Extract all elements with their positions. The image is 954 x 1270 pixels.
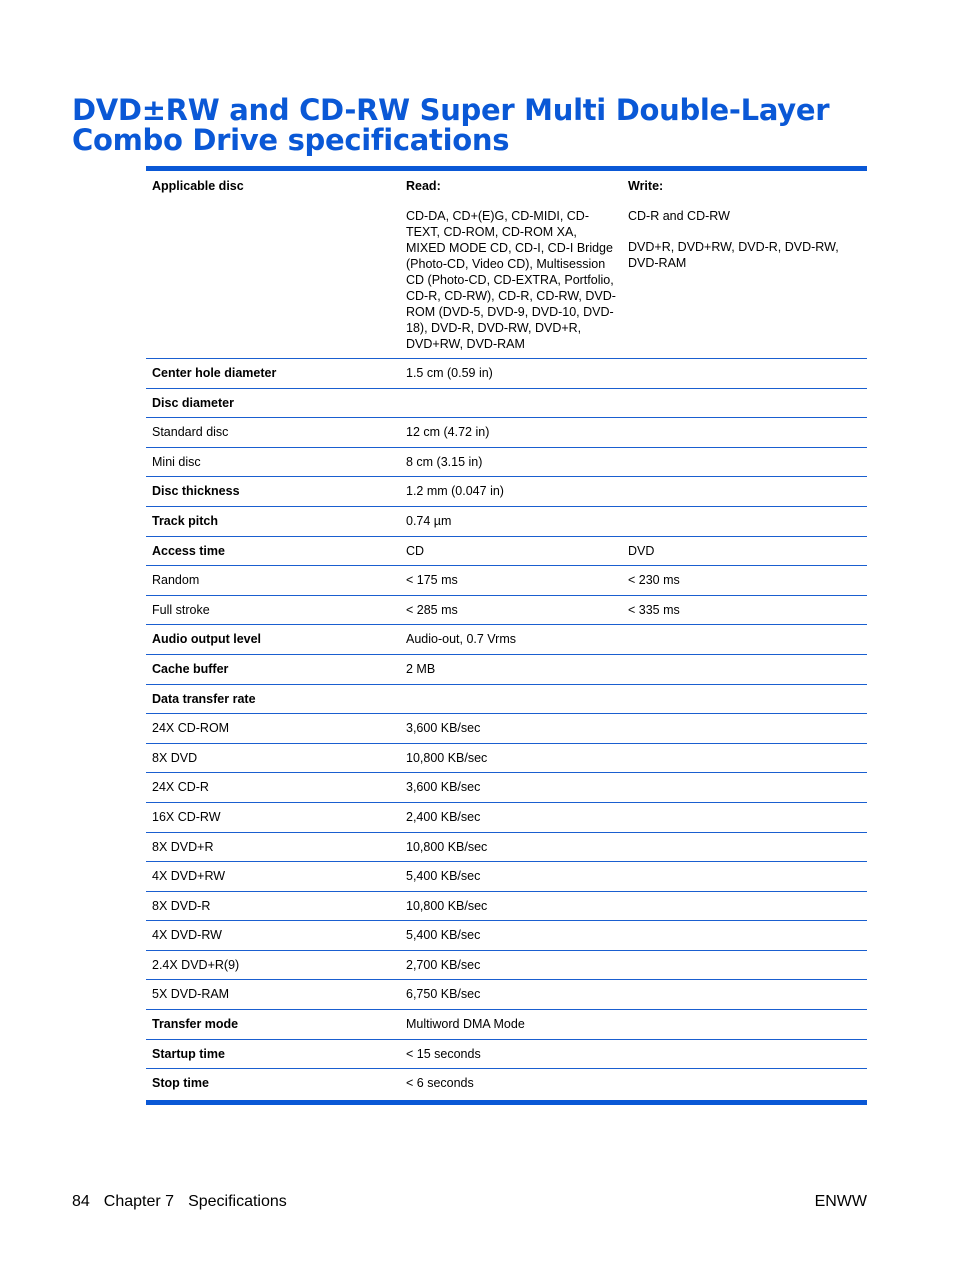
table-row [146,773,867,803]
row-value-secondary [622,802,867,832]
row-label: 8X DVD-R [146,891,400,921]
row-value: 5,400 KB/sec [400,921,622,951]
table-row [146,359,867,389]
row-label: 24X CD-ROM [146,714,400,744]
row-label: Data transfer rate [146,684,400,714]
page-footer-left [72,1192,287,1212]
row-value-secondary [622,714,867,744]
row-value: 8 cm (3.15 in) [400,447,622,477]
row-value-secondary [622,743,867,773]
table-row [146,418,867,448]
page-number: 84 [72,1193,90,1210]
row-value-secondary [622,1069,867,1099]
row-label: 2.4X DVD+R(9) [146,950,400,980]
table-row [146,477,867,507]
row-label: Random [146,566,400,596]
write-header: Write: [628,179,664,193]
table-row [146,566,867,596]
row-label: 8X DVD+R [146,832,400,862]
row-value: 6,750 KB/sec [400,980,622,1010]
row-value: 10,800 KB/sec [400,743,622,773]
row-value-secondary [622,477,867,507]
row-value: Multiword DMA Mode [400,1010,622,1040]
table-row [146,447,867,477]
row-value-secondary [622,1010,867,1040]
row-label: 8X DVD [146,743,400,773]
row-label: Track pitch [146,506,400,536]
row-value-secondary [622,832,867,862]
table-row [146,1010,867,1040]
row-value-secondary: < 230 ms [622,566,867,596]
row-value: 2,400 KB/sec [400,802,622,832]
row-value: 1.2 mm (0.047 in) [400,477,622,507]
table-row [146,980,867,1010]
table-row [146,921,867,951]
row-value: 12 cm (4.72 in) [400,418,622,448]
row-value: 0.74 µm [400,506,622,536]
table-bottom-rule [146,1100,867,1105]
row-value-secondary [622,1039,867,1069]
row-value-secondary [622,773,867,803]
table-row [146,743,867,773]
read-header: Read: [406,179,441,193]
row-value [400,388,622,418]
row-value-secondary [622,625,867,655]
row-value-secondary: DVD [622,536,867,566]
table-row [146,536,867,566]
page-title-line-2: Combo Drive specifications [72,123,510,157]
row-value: Audio-out, 0.7 Vrms [400,625,622,655]
row-label: Audio output level [146,625,400,655]
table-row [146,684,867,714]
row-value: 5,400 KB/sec [400,862,622,892]
table-row [146,832,867,862]
page-title-line-1: DVD±RW and CD-RW Super Multi Double-Layer [72,93,830,127]
page-footer-right: ENWW [814,1193,867,1210]
row-value-secondary [622,891,867,921]
row-label: Startup time [146,1039,400,1069]
row-label: Access time [146,536,400,566]
row-value-secondary [622,506,867,536]
row-label: 5X DVD-RAM [146,980,400,1010]
row-label: Cache buffer [146,654,400,684]
table-row [146,802,867,832]
row-value [400,684,622,714]
row-label: Disc thickness [146,477,400,507]
row-label: 4X DVD-RW [146,921,400,951]
row-value: CD [400,536,622,566]
specifications-table [146,171,867,1098]
row-value-secondary [622,684,867,714]
row-value: 3,600 KB/sec [400,714,622,744]
row-label: Full stroke [146,595,400,625]
row-value: 10,800 KB/sec [400,832,622,862]
table-row [146,714,867,744]
table-row [146,862,867,892]
table-row [146,625,867,655]
row-label: Mini disc [146,447,400,477]
row-value-secondary [622,950,867,980]
read-cell [400,171,622,359]
row-label: Standard disc [146,418,400,448]
row-value: 3,600 KB/sec [400,773,622,803]
row-value-secondary [622,654,867,684]
table-row [146,388,867,418]
write-cell [622,171,867,359]
row-value: 2 MB [400,654,622,684]
row-value: 2,700 KB/sec [400,950,622,980]
table-row [146,1069,867,1099]
row-label: 24X CD-R [146,773,400,803]
row-value: 1.5 cm (0.59 in) [400,359,622,389]
table-row [146,595,867,625]
row-value: < 15 seconds [400,1039,622,1069]
table-row [146,950,867,980]
table-row [146,506,867,536]
row-value-secondary [622,921,867,951]
table-row [146,1039,867,1069]
table-row [146,891,867,921]
row-value: < 285 ms [400,595,622,625]
write-cd-list: CD-R and CD-RW [628,209,730,223]
row-label: 4X DVD+RW [146,862,400,892]
row-value: 10,800 KB/sec [400,891,622,921]
row-value: < 175 ms [400,566,622,596]
row-label: Stop time [152,1076,209,1091]
row-value-secondary [622,980,867,1010]
read-disc-list: CD-DA, CD+(E)G, CD-MIDI, CD-TEXT, CD-ROM, CD-ROM XA, MIXED MODE CD, CD-I, CD-I Bridge (Photo-CD, Video CD), Multisession CD (Photo-CD, CD-EXTRA, Portfolio, CD-R, CD-RW), CD-R, CD-RW, DVD-ROM (DVD-5, DVD-9, DVD-10, DVD-18), DVD-R, DVD-RW, DVD+R, DVD+RW, DVD-RAM [406,209,616,351]
row-label: Applicable disc [146,171,400,359]
table-row-applicable-disc [146,171,867,359]
chapter-label: Chapter 7 [103,1193,175,1210]
row-value-secondary [622,359,867,389]
write-dvd-list: DVD+R, DVD+RW, DVD-R, DVD-RW, DVD-RAM [628,240,839,270]
specifications-table-body [146,171,867,1098]
row-value-secondary [622,862,867,892]
row-value-secondary [622,418,867,448]
row-value-secondary [622,447,867,477]
row-label: Transfer mode [146,1010,400,1040]
row-label: Center hole diameter [146,359,400,389]
table-row [146,654,867,684]
row-label: 16X CD-RW [146,802,400,832]
row-value-secondary: < 335 ms [622,595,867,625]
section-label: Specifications [188,1193,287,1210]
row-label: Disc diameter [146,388,400,418]
page-title [72,95,892,155]
row-value: < 6 seconds [406,1076,474,1091]
row-value-secondary [622,388,867,418]
